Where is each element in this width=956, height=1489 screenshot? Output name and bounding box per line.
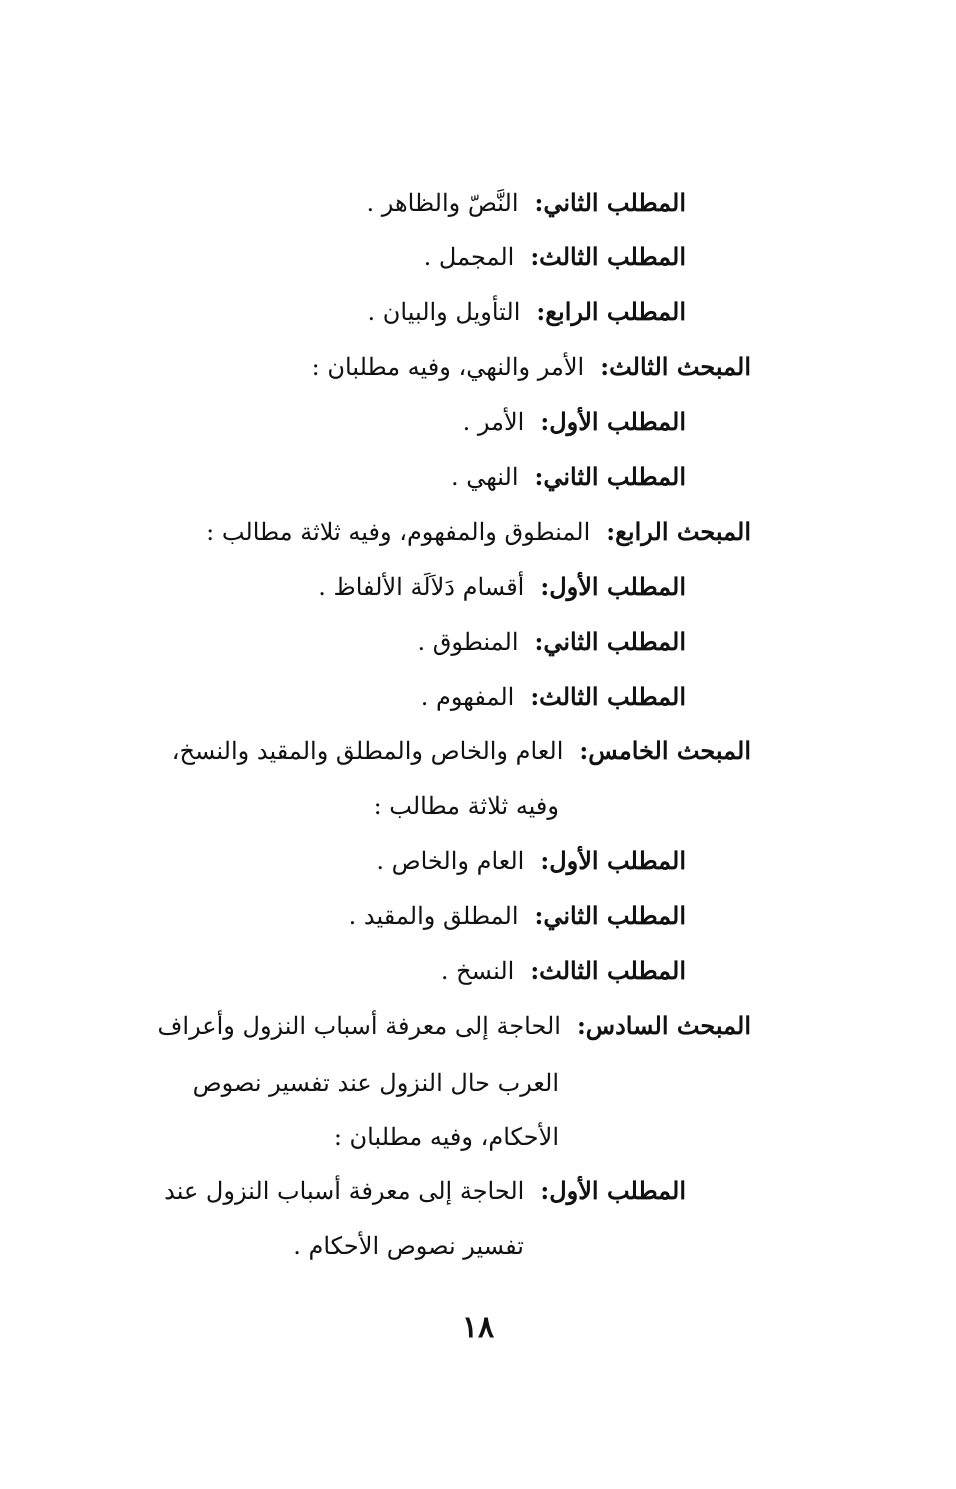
toc-continuation bbox=[193, 1063, 559, 1103]
entry-label: المبحث الرابع bbox=[615, 517, 751, 546]
entry-text: العرب حال النزول عند تفسير نصوص bbox=[192, 1069, 559, 1097]
entry-text: المنطوق والمفهوم، وفيه ثلاثة مطالب : bbox=[206, 518, 591, 546]
entry-label: المطلب الأول bbox=[549, 846, 686, 875]
entry-label: المطلب الأول bbox=[549, 1176, 686, 1205]
entry-text: الأمر . bbox=[462, 408, 525, 436]
entry-text: وفيه ثلاثة مطالب : bbox=[373, 792, 559, 820]
toc-entry: المطلب الثالث:النسخ . bbox=[440, 956, 686, 985]
toc-entry: المبحث الخامس:العام والخاص والمطلق والمقيد والنسخ، bbox=[171, 736, 751, 765]
entry-text: المنطوق . bbox=[417, 628, 519, 656]
entry-text: التأويل والبيان . bbox=[367, 298, 521, 326]
entry-label: المطلب الثالث bbox=[539, 682, 686, 711]
toc-entry: المطلب الثاني:المنطوق . bbox=[417, 627, 686, 656]
entry-label: المطلب الثاني bbox=[543, 627, 686, 656]
entry-text: العام والخاص . bbox=[376, 847, 525, 875]
toc-entry: المطلب الثاني:النَّصّ والظاهر . bbox=[366, 188, 686, 217]
entry-text: النَّصّ والظاهر . bbox=[366, 189, 519, 217]
toc-entry: المطلب الرابع:التأويل والبيان . bbox=[367, 297, 686, 326]
toc-entry: المبحث السادس:الحاجة إلى معرفة أسباب النزول وأعراف bbox=[157, 1011, 751, 1040]
toc-entry: المطلب الأول:الحاجة إلى معرفة أسباب النزول عند bbox=[164, 1176, 686, 1205]
entry-label: المبحث الخامس bbox=[588, 736, 751, 765]
entry-text: المجمل . bbox=[423, 243, 515, 271]
entry-label: المطلب الثاني bbox=[543, 188, 686, 217]
entry-text: الحاجة إلى معرفة أسباب النزول عند bbox=[164, 1177, 525, 1205]
toc-entry: المطلب الثاني:المطلق والمقيد . bbox=[348, 901, 686, 930]
toc-continuation bbox=[293, 1226, 524, 1266]
entry-text: العام والخاص والمطلق والمقيد والنسخ، bbox=[171, 737, 564, 765]
toc-entry: المطلب الثالث:المجمل . bbox=[423, 242, 686, 271]
toc-entry: المبحث الثالث:الأمر والنهي، وفيه مطلبان : bbox=[311, 352, 751, 381]
entry-text: النهي . bbox=[450, 463, 519, 491]
toc-continuation bbox=[334, 1117, 559, 1157]
entry-label: المطلب الرابع bbox=[545, 297, 686, 326]
entry-text: المطلق والمقيد . bbox=[348, 902, 519, 930]
toc-entry: المطلب الثالث:المفهوم . bbox=[420, 682, 686, 711]
entry-label: المبحث السادس bbox=[585, 1011, 751, 1040]
entry-label: المبحث الثالث bbox=[609, 352, 751, 381]
entry-text: تفسير نصوص الأحكام . bbox=[293, 1232, 524, 1260]
toc-entry: المطلب الثاني:النهي . bbox=[450, 462, 686, 491]
entry-text: المفهوم . bbox=[420, 683, 515, 711]
entry-label: المطلب الأول bbox=[549, 572, 686, 601]
toc-continuation bbox=[374, 786, 559, 826]
toc-entry: المبحث الرابع:المنطوق والمفهوم، وفيه ثلاثة مطالب : bbox=[206, 517, 751, 546]
entry-label: المطلب الأول bbox=[549, 407, 686, 436]
toc-entry: المطلب الأول:الأمر . bbox=[462, 407, 686, 436]
toc-entry: المطلب الأول:العام والخاص . bbox=[376, 846, 686, 875]
entry-label: المطلب الثاني bbox=[543, 462, 686, 491]
entry-text: الأمر والنهي، وفيه مطلبان : bbox=[311, 353, 585, 381]
entry-text: أقسام دَلاَلَة الألفاظ . bbox=[318, 573, 525, 601]
entry-label: المطلب الثاني bbox=[543, 901, 686, 930]
entry-text: الأحكام، وفيه مطلبان : bbox=[333, 1123, 559, 1151]
toc-entry: المطلب الأول:أقسام دَلاَلَة الألفاظ . bbox=[318, 572, 686, 601]
entry-label: المطلب الثالث bbox=[539, 956, 686, 985]
entry-text: النسخ . bbox=[440, 957, 515, 985]
entry-label: المطلب الثالث bbox=[539, 242, 686, 271]
page-number: ١٨ bbox=[461, 1310, 495, 1345]
entry-text: الحاجة إلى معرفة أسباب النزول وأعراف bbox=[157, 1012, 561, 1040]
